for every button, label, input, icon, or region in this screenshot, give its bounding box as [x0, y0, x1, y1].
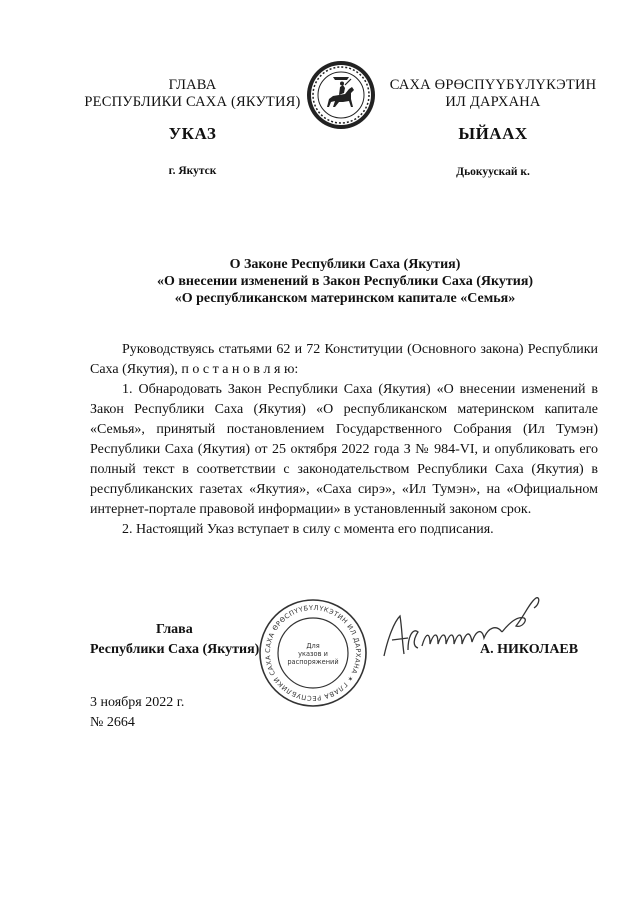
coat-of-arms-icon [305, 59, 377, 131]
decree-title-left: УКАЗ [168, 124, 217, 143]
signatory-name: А. НИКОЛАЕВ [480, 642, 579, 657]
header-left-line1: ГЛАВА [168, 77, 217, 93]
item-2-paragraph: 2. Настоящий Указ вступает в силу с момента его подписания. [122, 522, 494, 537]
decree-title-right: ЫЙААХ [458, 124, 528, 143]
document-body [90, 340, 598, 540]
city-left: г. Якутск [168, 165, 217, 177]
document-title [90, 256, 600, 307]
title-line2: «О внесении изменений в Закон Республики Саха (Якутия) [156, 274, 534, 289]
title-line3: «О республиканском материнском капитале «Семья» [174, 291, 516, 306]
header-left [80, 77, 305, 111]
decree-footer [90, 693, 290, 733]
signature-position-line2: Республики Саха (Якутия) [90, 642, 260, 657]
stamp-ring-text: САХА ӨРӨСПҮҮБҮЛҮКЭТИН ИЛ ДАРХАНА ✶ ГЛАВА РЕСПУБЛИКИ САХА [263, 603, 363, 703]
stamp-center-line1: Для [306, 642, 320, 650]
stamp-center-line3: распоряжений [287, 658, 339, 666]
decree-date: 3 ноября 2022 г. [90, 695, 185, 710]
item-1-paragraph: 1. Обнародовать Закон Республики Саха (Якутия) «О внесении изменений в Закон Республики Саха (Якутия) «О республиканском материнском капитале «Семья», принятый постановлением Государственного Собрания (Ил Тумэн) Республики Саха (Якутия) от 25 октября 2022 года З № 984-VI, и опубликовать его полный текст в соответствии с законодательством Республики Саха (Якутия) в республиканских газетах «Якутия», «Саха сирэ», «Ил Тумэн», на «Официальном интернет-портале правовой информации» в установленный законом срок. [90, 382, 598, 517]
header-left-line2: РЕСПУБЛИКИ САХА (ЯКУТИЯ) [84, 94, 301, 110]
city-right: Дьокуускай к. [456, 166, 530, 178]
intro-paragraph: Руководствуясь статьями 62 и 72 Конституции (Основного закона) Республики Саха (Якутия), п о с т а н о в л я ю: [90, 342, 598, 377]
title-line1: О Законе Республики Саха (Якутия) [229, 257, 461, 272]
stamp-center-line2: указов и [298, 650, 328, 658]
official-stamp [258, 598, 368, 708]
header-right-line2: ИЛ ДАРХАНА [445, 94, 541, 110]
decree-number: № 2664 [90, 715, 135, 730]
header-right [378, 77, 608, 111]
signature-position-line1: Глава [156, 622, 193, 637]
header-right-line1: САХА ӨРӨСПҮҮБҮЛҮКЭТИН [389, 77, 597, 93]
